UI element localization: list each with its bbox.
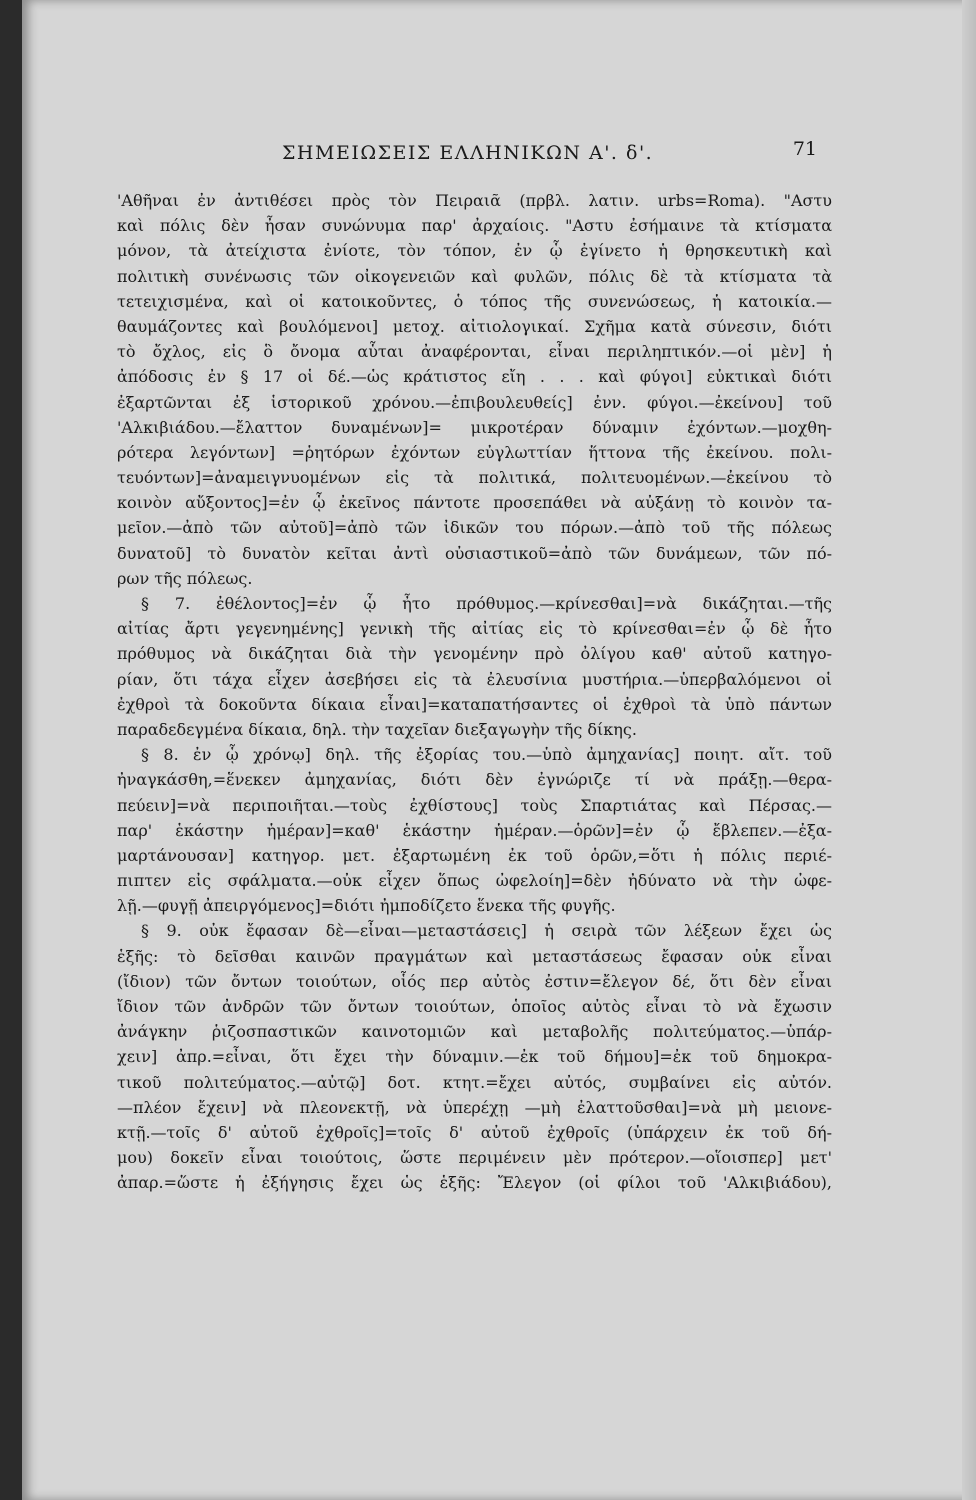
text-line: ρότερα λεγόντων] =ῥητόρων ἐχόντων εὐγλωττίαν ἥττονα τῆς ἐκείνου. πολι- — [117, 442, 832, 462]
text-line: 'Αλκιβιάδου.—ἔλαττον δυναμένων]= μικροτέραν δύναμιν ἐχόντων.—μοχθη- — [117, 417, 832, 437]
text-line: ἀπόδοσις ἐν § 17 οἱ δέ.—ὡς κράτιστος εἴη . . . καὶ φύγοι] εὐκτικαὶ διότι — [117, 367, 832, 387]
book-page — [22, 0, 976, 1500]
text-line: —πλέον ἔχειν] νὰ πλεονεκτῇ, νὰ ὑπερέχῃ —μὴ ἐλαττοῦσθαι]=νὰ μὴ μειονε- — [117, 1097, 832, 1117]
text-line: § 7. ἐθέλοντος]=ἐν ᾧ ἦτο πρόθυμος.—κρίνεσθαι]=νὰ δικάζηται.—τῆς — [141, 594, 832, 613]
text-line: δυνατοῦ] τὸ δυνατὸν κεῖται ἀντὶ οὐσιαστικοῦ=ἀπὸ τῶν δυνάμεων, τῶν πό- — [117, 543, 832, 563]
text-line: πιπτεν εἰς σφάλματα.—οὐκ εἶχεν ὅπως ὠφελοίη]=δὲν ἠδύνατο νὰ τὴν ὠφε- — [117, 871, 832, 891]
running-head: ΣΗΜΕΙΩΣΕΙΣ ΕΛΛΗΝΙΚΩΝ Α'. δ'. — [282, 142, 654, 164]
page-header — [117, 138, 817, 172]
text-line: μου) δοκεῖν εἶναι τοιούτοις, ὥστε περιμένειν μὲν πρότερον.—οἵοισπερ] μετ' — [117, 1148, 832, 1168]
text-line: ἐχθροὶ τὰ δοκοῦντα δίκαια εἶναι]=καταπατήσαντες οἱ ἐχθροὶ τὰ ὑπὸ πάντων — [117, 694, 832, 714]
text-line: παραδεδεγμένα δίκαια, δηλ. τὴν ταχεῖαν διεξαγωγὴν τῆς δίκης. — [117, 719, 637, 739]
text-line: ρίαν, ὅτι τάχα εἶχεν ἀσεβήσει εἰς τὰ ἐλευσίνια μυστήρια.—ὑπερβαλόμενοι οἱ — [117, 669, 832, 689]
text-line: χειν] ἀπρ.=εἶναι, ὅτι ἔχει τὴν δύναμιν.—ἐκ τοῦ δήμου]=ἐκ τοῦ δημοκρα- — [117, 1047, 832, 1067]
text-line: μεῖον.—ἀπὸ τῶν αὐτοῦ]=ἀπὸ τῶν ἰδικῶν του πόρων.—ἀπὸ τοῦ τῆς πόλεως — [117, 518, 832, 538]
text-line: μαρτάνουσαν] κατηγορ. μετ. ἐξαρτωμένη ἐκ τοῦ ὁρῶν,=ὅτι ἡ πόλις περιέ- — [117, 845, 832, 865]
text-line: ἀνάγκην ῥιζοσπαστικῶν καινοτομιῶν καὶ μεταβολῆς πολιτεύματος.—ὑπάρ- — [117, 1022, 832, 1042]
text-line: πρόθυμος νὰ δικάζηται διὰ τὴν γενομένην πρὸ ὀλίγου καθ' αὐτοῦ κατηγο- — [117, 644, 832, 664]
text-line: κοινὸν αὔξοντος]=ἐν ᾧ ἐκεῖνος πάντοτε προσεπάθει νὰ αὐξάνῃ τὸ κοινὸν τα- — [117, 493, 832, 513]
text-line: πολιτικὴ συνένωσις τῶν οἰκογενειῶν καὶ φυλῶν, πόλις δὲ τὰ κτίσματα τὰ — [117, 266, 832, 286]
text-line: κτῇ.—τοῖς δ' αὐτοῦ ἐχθροῖς]=τοῖς δ' αὐτοῦ ἐχθροῖς (ὑπάρχειν ἐκ τοῦ δή- — [117, 1122, 832, 1142]
text-line: ἠναγκάσθη,=ἕνεκεν ἀμηχανίας, διότι δὲν ἐγνώριζε τί νὰ πράξῃ.—θερα- — [117, 770, 832, 790]
text-line: θαυμάζοντες καὶ βουλόμενοι] μετοχ. αἰτιολογικαί. Σχῆμα κατὰ σύνεσιν, διότι — [117, 316, 832, 336]
text-line: τικοῦ πολιτεύματος.—αὐτῷ] δοτ. κτητ.=ἔχει αὐτός, συμβαίνει εἰς αὐτόν. — [117, 1072, 832, 1092]
text-line: παρ' ἑκάστην ἡμέραν]=καθ' ἑκάστην ἡμέραν.—ὁρῶν]=ἐν ᾧ ἔβλεπεν.—ἐξα- — [117, 820, 832, 840]
text-line: 'Αθῆναι ἐν ἀντιθέσει πρὸς τὸν Πειραιᾶ (πρβλ. λατιν. urbs=Roma). "Αστυ — [117, 191, 832, 210]
text-line: § 8. ἐν ᾧ χρόνῳ] δηλ. τῆς ἐξορίας του.—ὑπὸ ἀμηχανίας] ποιητ. αἴτ. τοῦ — [141, 745, 832, 765]
text-line: § 9. οὐκ ἔφασαν δὲ—εἶναι—μεταστάσεις] ἡ σειρὰ τῶν λέξεων ἔχει ὡς — [141, 921, 832, 941]
text-line: αἰτίας ἄρτι γεγενημένης] γενικὴ τῆς αἰτίας εἰς τὸ κρίνεσθαι=ἐν ᾧ δὲ ἦτο — [117, 619, 832, 639]
text-line: ἴδιον τῶν ἀνδρῶν τῶν ὄντων τοιούτων, ὁποῖος αὐτὸς εἶναι τὸ νὰ ἔχωσιν — [117, 997, 832, 1016]
body-text — [117, 188, 832, 1196]
text-line: ἐξαρτῶνται ἐξ ἱστορικοῦ χρόνου.—ἐπιβουλευθείς] ἐνν. φύγοι.—ἐκείνου] τοῦ — [117, 392, 832, 412]
text-line: ρων τῆς πόλεως. — [117, 568, 253, 588]
text-line: ἑξῆς: τὸ δεῖσθαι καινῶν πραγμάτων καὶ μεταστάσεως ἔφασαν οὐκ εἶναι — [117, 946, 832, 966]
text-line: μόνον, τὰ ἀτείχιστα ἐνίοτε, τὸν τόπον, ἐν ᾧ ἐγίνετο ἡ θρησκευτικὴ καὶ — [117, 241, 832, 261]
text-line: (ἴδιον) τῶν ὄντων τοιούτων, οἷός περ αὐτὸς ἐστιν=ἔλεγον δέ, ὅτι δὲν εἶναι — [117, 971, 832, 991]
page-edge — [962, 0, 976, 1500]
text-line: πεύειν]=νὰ περιποιῆται.—τοὺς ἐχθίστους] τοὺς Σπαρτιάτας καὶ Πέρσας.— — [117, 795, 832, 815]
text-line: λῇ.—φυγῇ ἀπειργόμενος]=διότι ἠμποδίζετο ἕνεκα τῆς φυγῆς. — [117, 896, 616, 916]
text-line: τετειχισμένα, καὶ οἱ κατοικοῦντες, ὁ τόπος τῆς συνενώσεως, ἡ κατοικία.— — [117, 291, 832, 311]
text-line: τὸ ὄχλος, εἰς ὃ ὄνομα αὗται ἀναφέρονται, εἶναι περιληπτικόν.—οἱ μὲν] ἡ — [117, 342, 832, 362]
text-line: καὶ πόλις δὲν ἦσαν συνώνυμα παρ' ἀρχαίοις. "Αστυ ἐσήμαινε τὰ κτίσματα — [117, 216, 832, 236]
text-line: ἀπαρ.=ὥστε ἡ ἐξήγησις ἔχει ὡς ἑξῆς: Ἔλεγον (οἱ φίλοι τοῦ 'Αλκιβιάδου), — [117, 1173, 832, 1193]
page-number: 71 — [792, 138, 817, 160]
text-line: τευόντων]=ἀναμειγνυομένων εἰς τὰ πολιτικά, πολιτευομένων.—ἐκείνου τὸ — [117, 468, 832, 488]
